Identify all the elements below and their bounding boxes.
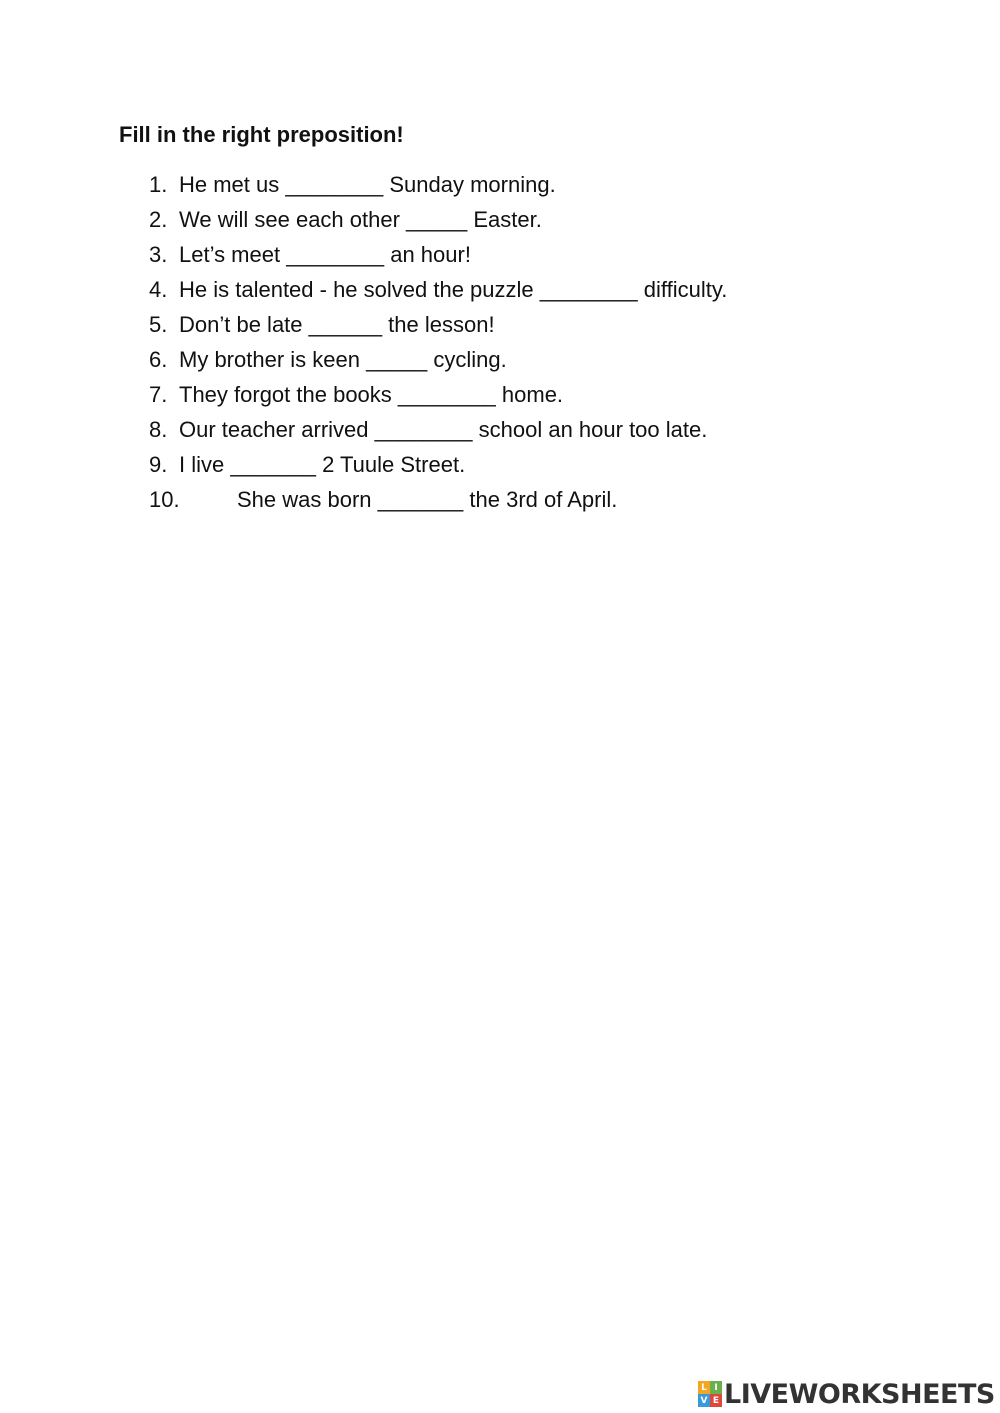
question-number: 6.	[149, 347, 168, 372]
question-item	[149, 203, 727, 238]
question-text: We will see each other _____ Easter.	[179, 207, 542, 232]
question-item	[149, 238, 727, 273]
question-item	[149, 413, 727, 448]
question-list	[149, 168, 727, 518]
question-number: 5.	[149, 312, 168, 337]
question-item	[149, 343, 727, 378]
question-number: 8.	[149, 417, 168, 442]
question-text: Don’t be late ______ the lesson!	[179, 312, 495, 337]
question-number: 2.	[149, 207, 168, 232]
question-text: He met us ________ Sunday morning.	[179, 172, 556, 197]
question-item	[149, 483, 727, 518]
question-item	[149, 308, 727, 343]
question-item	[149, 378, 727, 413]
question-item	[149, 168, 727, 203]
liveworksheets-logo-icon	[698, 1381, 722, 1407]
question-item	[149, 273, 727, 308]
question-number: 10.	[149, 487, 180, 512]
question-text: He is talented - he solved the puzzle ________ difficulty.	[179, 277, 728, 302]
question-text: I live _______ 2 Tuule Street.	[179, 452, 466, 477]
logo-letter-v: V	[698, 1394, 710, 1407]
worksheet-title: Fill in the right preposition!	[119, 122, 404, 147]
question-text: They forgot the books ________ home.	[179, 382, 564, 407]
question-number: 4.	[149, 277, 168, 302]
question-text: Our teacher arrived ________ school an hour too late.	[179, 417, 708, 442]
question-number: 3.	[149, 242, 168, 267]
liveworksheets-brand	[698, 1376, 995, 1412]
logo-letter-e: E	[710, 1394, 722, 1407]
question-text: Let’s meet ________ an hour!	[179, 242, 471, 267]
question-item	[149, 448, 727, 483]
question-number: 7.	[149, 382, 168, 407]
question-number: 1.	[149, 172, 168, 197]
question-text: My brother is keen _____ cycling.	[179, 347, 507, 372]
logo-letter-l: L	[698, 1381, 710, 1394]
question-number: 9.	[149, 452, 168, 477]
question-text: She was born _______ the 3rd of April.	[237, 487, 618, 512]
logo-letter-i: I	[710, 1381, 722, 1394]
brand-name: LIVEWORKSHEETS	[724, 1378, 995, 1410]
